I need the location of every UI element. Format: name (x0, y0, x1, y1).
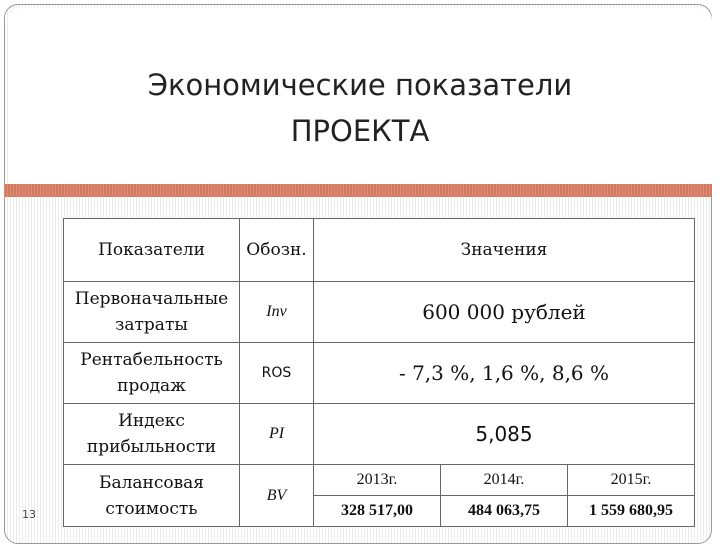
slide-title (0, 62, 720, 154)
row-value: 600 000 рублей (314, 282, 695, 343)
row-symbol: Inv (240, 282, 314, 343)
year-2014: 2014г. (441, 465, 568, 496)
table-row (64, 282, 695, 343)
row-value: 5,085 (314, 404, 695, 465)
title-line-2: ПРОЕКТА (290, 114, 430, 148)
balance-value-2014: 484 063,75 (441, 496, 568, 527)
table-row (64, 343, 695, 404)
row-label: Рентабельность продаж (64, 343, 240, 404)
table-header-row (64, 219, 695, 282)
row-symbol: PI (240, 404, 314, 465)
row-value: - 7,3 %, 1,6 %, 8,6 % (314, 343, 695, 404)
row-symbol: ROS (240, 343, 314, 404)
balance-value-2013: 328 517,00 (314, 496, 441, 527)
row-label: Первоначальные затраты (64, 282, 240, 343)
indicators-table (63, 218, 695, 527)
accent-bar (4, 184, 712, 197)
balance-value-2015: 1 559 680,95 (568, 496, 695, 527)
header-symbol: Обозн. (240, 219, 314, 282)
page-number: 13 (22, 508, 36, 521)
title-line-1: Экономические показатели (147, 68, 573, 102)
row-label: Индекс прибыльности (64, 404, 240, 465)
table-row-balance (64, 465, 695, 496)
year-2015: 2015г. (568, 465, 695, 496)
row-symbol: BV (240, 465, 314, 527)
header-values: Значения (314, 219, 695, 282)
row-label: Балансовая стоимость (64, 465, 240, 527)
header-indicator: Показатели (64, 219, 240, 282)
year-2013: 2013г. (314, 465, 441, 496)
table-row (64, 404, 695, 465)
